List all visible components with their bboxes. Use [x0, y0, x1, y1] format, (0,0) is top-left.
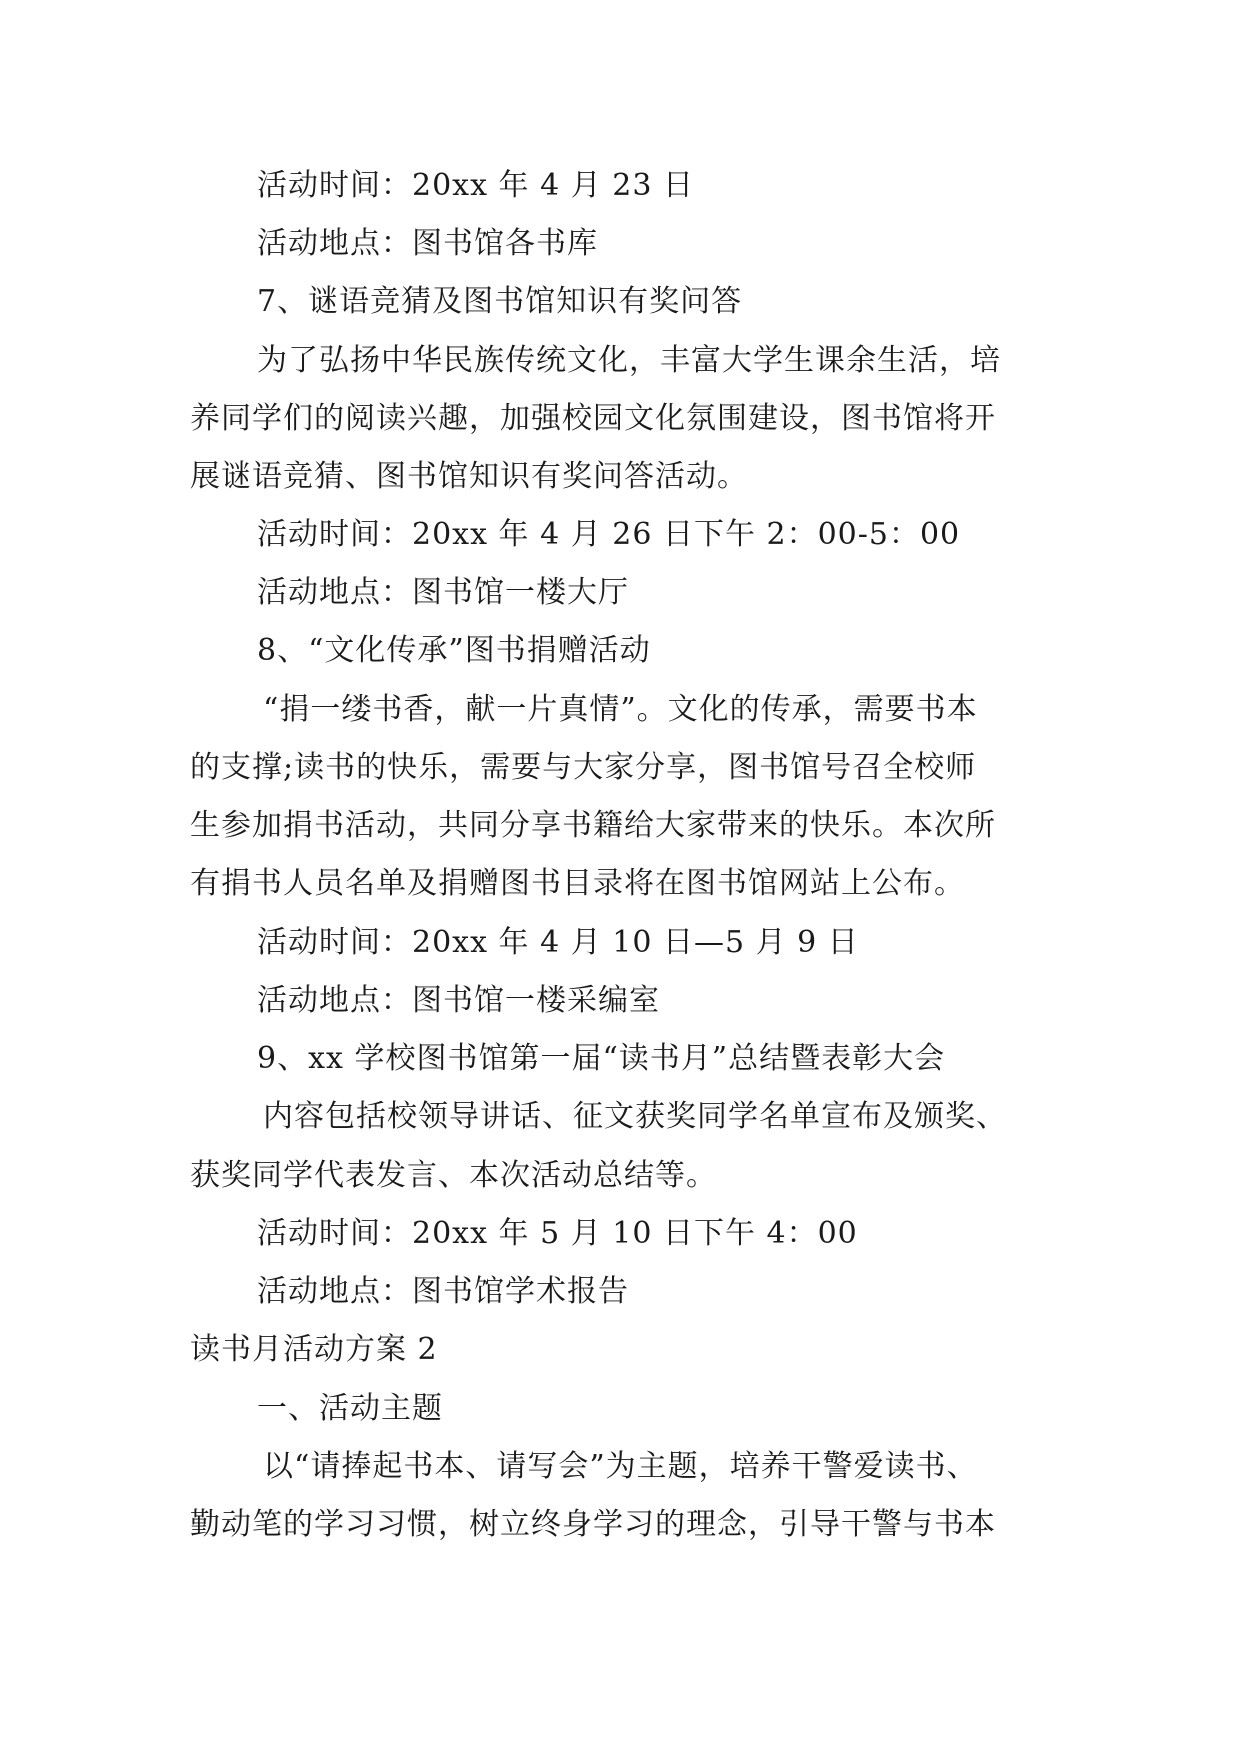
text-line: 活动时间：20xx 年 5 月 10 日下午 4：00 [257, 1216, 858, 1251]
paragraph-line: 有捐书人员名单及捐赠图书目录将在图书馆网站上公布。 [190, 866, 965, 901]
text-line: 活动时间：20xx 年 4 月 10 日—5 月 9 日 [257, 925, 859, 960]
paragraph-line: 养同学们的阅读兴趣，加强校园文化氛围建设，图书馆将开 [190, 401, 996, 436]
paragraph-line: 为了弘扬中华民族传统文化，丰富大学生课余生活，培 [257, 343, 1001, 378]
paragraph-line: 勤动笔的学习习惯，树立终身学习的理念，引导干警与书本 [190, 1507, 996, 1542]
paragraph-line: “捐一缕书香，献一片真情”。文化的传承，需要书本 [263, 692, 978, 727]
section-heading: 7、谜语竞猜及图书馆知识有奖问答 [257, 284, 743, 319]
section-heading: 9、xx 学校图书馆第一届“读书月”总结暨表彰大会 [257, 1041, 946, 1076]
paragraph-line: 内容包括校领导讲话、征文获奖同学名单宣布及颁奖、 [263, 1099, 1007, 1134]
text-line: 活动时间：20xx 年 4 月 23 日 [257, 168, 694, 203]
text-line: 活动地点：图书馆各书库 [257, 226, 598, 261]
paragraph-line: 以“请捧起书本、请写会”为主题，培养干警爱读书、 [263, 1449, 978, 1484]
section-heading: 8、“文化传承”图书捐赠活动 [257, 633, 651, 668]
paragraph-line: 展谜语竞猜、图书馆知识有奖问答活动。 [190, 459, 748, 494]
text-line: 活动地点：图书馆学术报告 [257, 1274, 629, 1309]
section-heading: 一、活动主题 [257, 1391, 443, 1426]
paragraph-line: 的支撑;读书的快乐，需要与大家分享，图书馆号召全校师 [190, 750, 977, 785]
paragraph-line: 生参加捐书活动，共同分享书籍给大家带来的快乐。本次所 [190, 808, 996, 843]
paragraph-line: 获奖同学代表发言、本次活动总结等。 [190, 1158, 717, 1193]
text-line: 活动地点：图书馆一楼采编室 [257, 983, 660, 1018]
text-line: 活动时间：20xx 年 4 月 26 日下午 2：00-5：00 [257, 517, 961, 552]
document-title: 读书月活动方案 2 [190, 1332, 438, 1367]
text-line: 活动地点：图书馆一楼大厅 [257, 575, 629, 610]
